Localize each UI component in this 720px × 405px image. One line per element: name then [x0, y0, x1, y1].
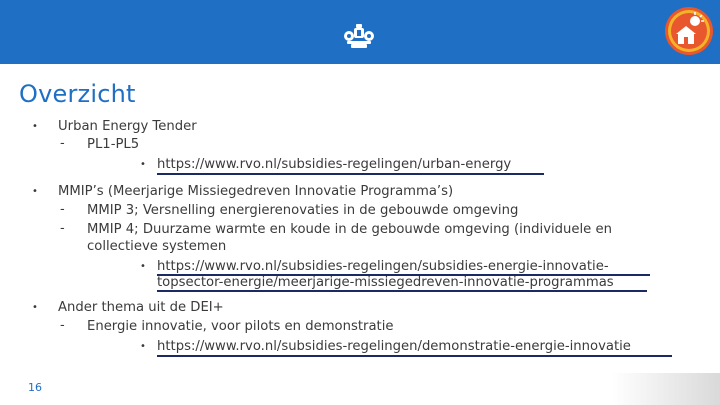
- sub-item: PL1-PL5: [87, 137, 140, 152]
- sub-item: MMIP 3; Versnelling energierenovaties in de gebouwde omgeving: [87, 203, 519, 218]
- dash-marker: -: [60, 221, 65, 236]
- bullet-marker: •: [140, 261, 146, 272]
- sub-item-continued: collectieve systemen: [87, 239, 227, 254]
- bullet-marker: •: [32, 186, 38, 197]
- dash-marker: -: [60, 136, 65, 151]
- dash-marker: -: [60, 202, 65, 217]
- mmip-link-line1[interactable]: https://www.rvo.nl/subsidies-regelingen/subsidies-energie-innovatie-: [157, 259, 609, 274]
- section-heading: Urban Energy Tender: [58, 119, 197, 134]
- bullet-marker: •: [32, 302, 38, 313]
- bullet-marker: •: [32, 121, 38, 132]
- footer-gradient: [0, 373, 720, 405]
- link-underline: [157, 173, 544, 175]
- bullet-marker: •: [140, 159, 146, 170]
- section-heading: MMIP’s (Meerjarige Missiegedreven Innovatie Programma’s): [58, 184, 454, 199]
- sub-item: Energie innovatie, voor pilots en demonstratie: [87, 319, 394, 334]
- link-underline: [157, 290, 647, 292]
- bullet-marker: •: [140, 341, 146, 352]
- section-heading: Ander thema uit de DEI+: [58, 300, 224, 315]
- dei-link[interactable]: https://www.rvo.nl/subsidies-regelingen/demonstratie-energie-innovatie: [157, 339, 631, 354]
- sub-item: MMIP 4; Duurzame warmte en koude in de gebouwde omgeving (individuele en: [87, 222, 612, 237]
- mmip-link-line2[interactable]: topsector-energie/meerjarige-missiegedreven-innovatie-programmas: [157, 275, 614, 290]
- dash-marker: -: [60, 318, 65, 333]
- slide-title: Overzicht: [19, 80, 136, 108]
- footer-bar: [0, 373, 720, 405]
- link-underline: [157, 355, 672, 357]
- urban-energy-link[interactable]: https://www.rvo.nl/subsidies-regelingen/urban-energy: [157, 157, 512, 172]
- page-number: 16: [28, 381, 42, 394]
